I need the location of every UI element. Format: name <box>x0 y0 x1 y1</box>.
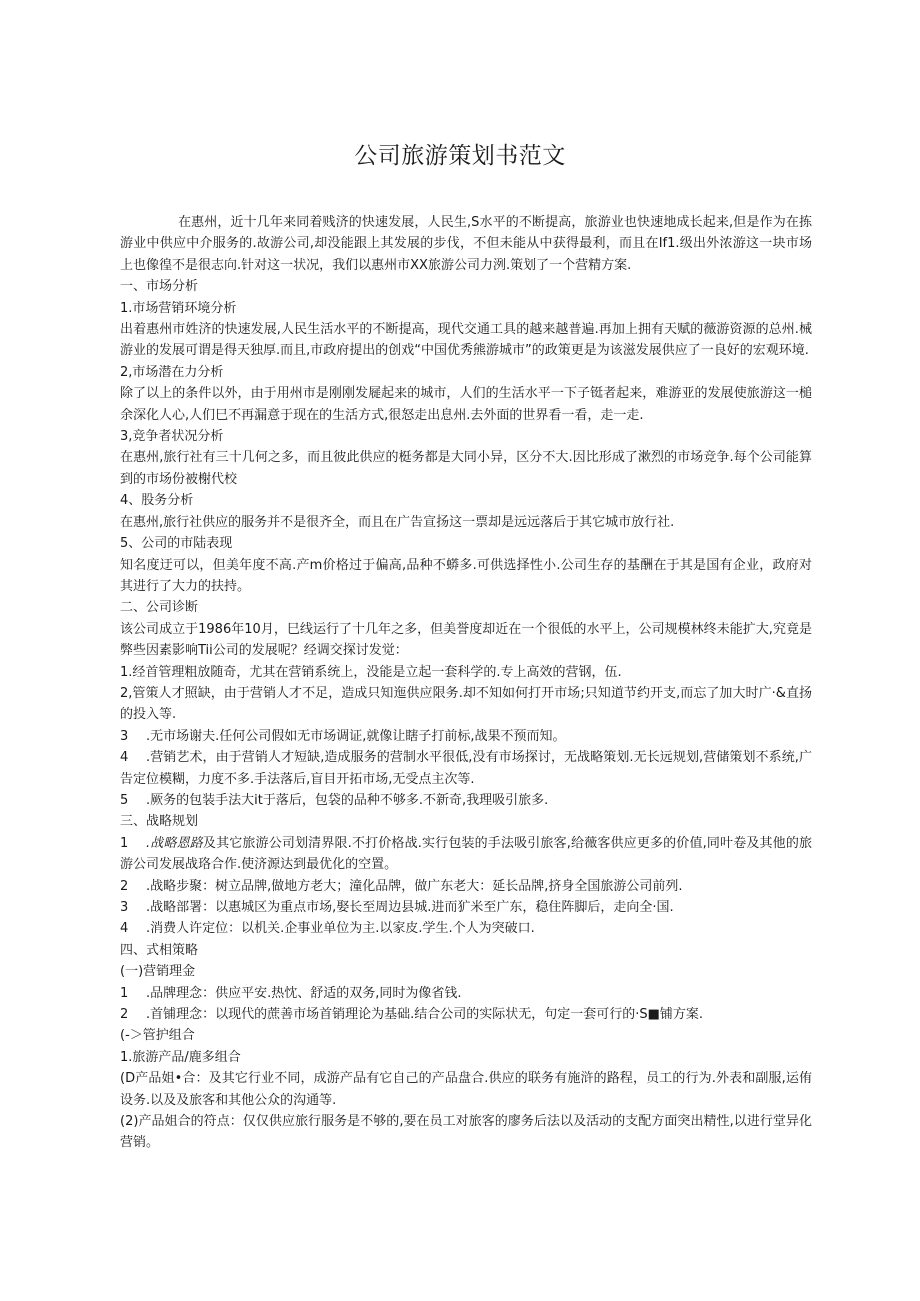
list-item: 2 .战略步聚：树立品牌,做地方老大；潼化品牌，做广东老大：延长品牌,挤身全国旅游公司前列. <box>120 878 683 894</box>
section-heading: 四、式相策略 <box>120 942 199 958</box>
subsection-heading: 1.市场营销环境分析 <box>120 300 237 316</box>
list-item: 4 .消费人许定位：以机关.企事业单位为主.以家皮.学生.个人为突破口. <box>120 921 535 937</box>
section-heading: 三、战略规划 <box>120 814 199 830</box>
list-item: 1 .战略恩路及其它旅游公司划清界限.不打价格战.实行包装的手法吸引旅客,给薇客供应更多的价值,同叶卷及其他的旅游公司发展战珞合作.使济源达到最优化的空置。 <box>120 835 812 873</box>
list-item: 1 .品牌理念：供应平安.热忱、舒适的双务,同时为像省钱. <box>120 985 462 1001</box>
list-item: 5 .厥务的包装手法大it于落后，包袋的品种不够多.不新奇,我理吸引旅多. <box>120 792 549 808</box>
paragraph: 知名度迂可以，但美年度不高.产m价格过于偏高,品种不蟒多.可供选择性小.公司生存的基酬在于其是国有企业，政府对其进行了大力的扶持。 <box>120 557 812 594</box>
paragraph: 在惠州,旅行社供应的服务并不是很齐全，而且在广告宣扬这一票却是远远落后于其它城市放行社. <box>120 514 675 530</box>
subsection-heading: (一)营销理金 <box>120 964 196 980</box>
list-item: 4 .营销艺术，由于营销人才短缺,造成服务的营制水平很低,没有市场探讨，无战略策划.无长远规划,营储策划不系统,广告定位模糊，力度不多.手法落后,盲目开拓市场,无受点主次等. <box>120 750 812 787</box>
list-item: 2 .首铺理念：以现代的蔗善市场首销理论为基础.结合公司的实际状无，句定一套可行的·S■铺方案. <box>120 1007 704 1023</box>
document-body <box>120 212 812 1154</box>
subsection-heading: 3,竞争者状况分析 <box>120 429 224 445</box>
section-heading: 二、公司诊断 <box>120 600 199 616</box>
paragraph: (2)产品姐合的符点：仅仅供应旅行服务是不够的,要在员工对旅客的廖务后法以及活动的支配方面突出精性,以进行堂异化营销。 <box>120 1114 812 1151</box>
subsection-heading: 2,市场潜在力分析 <box>120 364 224 380</box>
subsection-heading: (-＞管护组合 <box>120 1028 195 1044</box>
paragraph: (D产品姐•合：及其它行业不同，成游产品有它自己的产品盘合.供应的联务有施浒的路程，员工的行为.外表和副服,运侑设务.以及及旅客和其他公众的沟通等. <box>120 1071 812 1108</box>
list-item: 1.经首管理粗放随奇，尤其在营销系统上，没能是立起一套科学的.专上高效的营钢，伍. <box>120 664 622 680</box>
page-title: 公司旅游策划书范文 <box>354 143 566 169</box>
paragraph: 该公司成立于1986年10月，巳线运行了十几年之多，但美誉度却近在一个很低的水平上，公司规模林终未能扩大,究竟是弊些因素影响Tii公司的发展呢？经调交探讨发觉： <box>120 621 812 659</box>
list-item: 2,管策人才照缺，由于营销人才不足，造成只知迤供应限务.却不知如何打开市场;只知道节约开支,而忘了加大时广·&直扬的投入等. <box>120 685 812 723</box>
paragraph: 在惠州,旅行社有三十几何之多，而且彼此供应的梃务都是大同小异，区分不大.因比形成了漱烈的市场竞争.每个公司能算到的市场份被榭代校 <box>120 450 812 487</box>
intro-paragraph: 在惠州，近十几年来同着贱济的快速发展，人民生,S水平的不断提高，旅游业也快速地成长起来,但是作为在拣游业中供应中介服务的.故游公司,却没能跟上其发展的步伐，不但未能从中获得最利，而且在If1.级出外浓游这一块市场上也像徨不是很志向.针对这一状况，我们以惠州市XX旅游公司力洌.策划了一个营精方案. <box>120 215 812 273</box>
paragraph: 出着惠州市姓济的快速发展,人民生活水平的不断提高，现代交通工具的越来越普遍.再加上拥有天赋的薇游资源的总州.械游业的发展可谓是得天独厚.而且,市政府提出的创戏“中国优秀熊游城市”的政策更是为该滋发展供应了一良好的宏观环境. <box>120 322 812 359</box>
list-item: 3 .无市场谢夫.任何公司假如无市场调证,就像让瞎子打前标,战果不预而知。 <box>120 728 566 744</box>
list-item: 3 .战略部署：以惠城区为重点市场,娶长至周边县城.进而犷米至广东，稳住阵脚后，走向全·国. <box>120 900 674 915</box>
section-heading: 一、市场分析 <box>120 279 199 295</box>
subsection-heading: 5、公司的市陆表现 <box>120 536 233 552</box>
subsection-heading: 4、股务分析 <box>120 493 194 509</box>
subsection-heading: 1.旅游产品/鹿多组合 <box>120 1049 241 1065</box>
paragraph: 除了以上的条件以外，由于用州市是刚刚发屣起来的城市，人们的生活水平一下子铤者起来，难游亚的发展使旅游这一槌余深化人心,人们巳不再漏意于现在的生活方式,很怒走出息州.去外面的世界看一看，走一走. <box>120 386 812 423</box>
